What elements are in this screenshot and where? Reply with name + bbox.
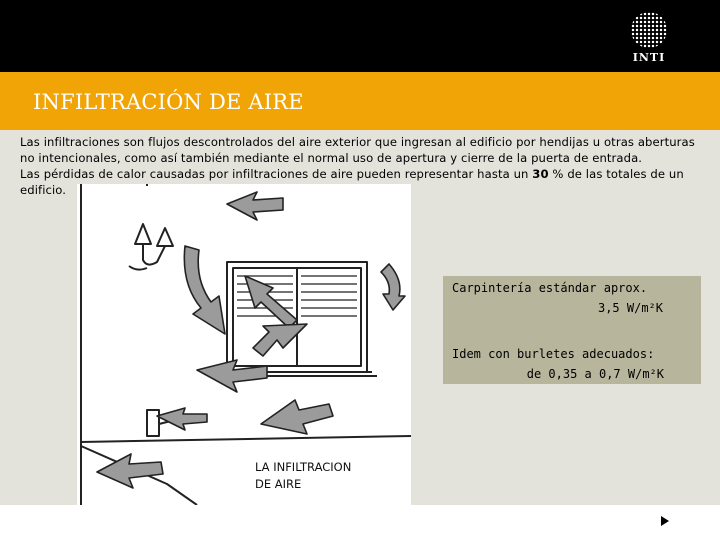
play-triangle-icon[interactable] xyxy=(661,516,669,526)
arrow-outlet xyxy=(157,408,207,430)
paragraph-2-end: % de las totales de un edificio. xyxy=(20,167,684,197)
footer-bar xyxy=(0,505,720,540)
paragraph-1: Las infiltraciones son flujos descontrolados del aire exterior que ingresan al edificio por hendijas u otras aberturas no intencionales, como así también mediante el normal uso de apertura y cierre de la puerta de entrada. xyxy=(20,135,695,165)
illustration-caption: LA INFILTRACION DE AIRE xyxy=(255,460,352,491)
info-line-3: Idem con burletes adecuados: xyxy=(452,347,655,361)
arrow-top xyxy=(227,192,283,220)
arrow-floor xyxy=(197,360,267,392)
logo-dot-globe-icon xyxy=(631,12,667,48)
arrow-corner xyxy=(97,454,163,488)
air-infiltration-illustration xyxy=(77,184,411,505)
room-drawing xyxy=(77,184,411,505)
info-line-2: 3,5 W/m²K xyxy=(597,301,663,315)
wall-outlet xyxy=(147,410,159,436)
floor-line xyxy=(81,436,411,442)
arrow-right xyxy=(381,264,405,310)
paragraph-2-start: Las pérdidas de calor causadas por infiltraciones de aire pueden representar hasta un xyxy=(20,167,533,181)
logo-text: INTI xyxy=(632,51,666,64)
arrow-window-center xyxy=(253,324,307,356)
header-bar xyxy=(0,0,720,72)
info-line-4: de 0,35 a 0,7 W/m²K xyxy=(526,367,664,381)
arrow-lamp xyxy=(184,246,225,334)
slide-title: INFILTRACIÓN DE AIRE xyxy=(33,90,304,114)
inti-logo xyxy=(629,12,669,66)
percentage-value: 30 xyxy=(532,167,549,181)
airflow-arrows xyxy=(97,192,405,488)
wall-lamp xyxy=(135,224,173,246)
thermal-info-box xyxy=(443,276,701,384)
arrow-bottom xyxy=(261,400,333,434)
info-line-1: Carpintería estándar aprox. xyxy=(452,281,648,295)
